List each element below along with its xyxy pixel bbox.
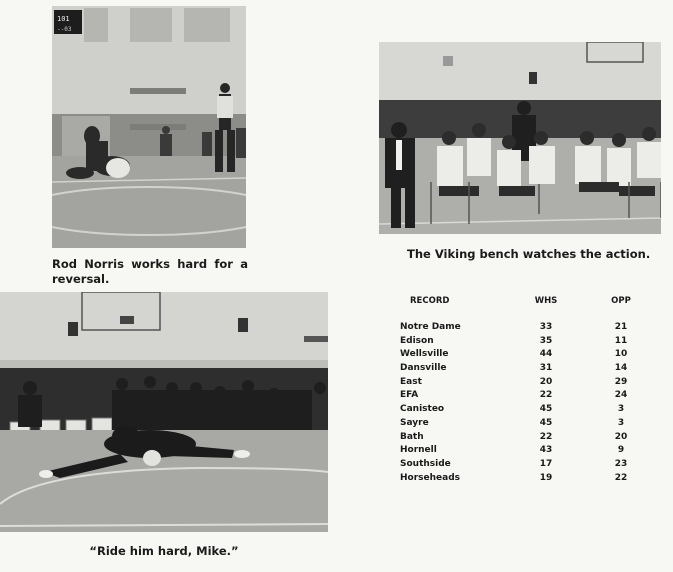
caption-wrestling-reversal: Rod Norris works hard for a reversal. bbox=[52, 257, 248, 286]
record-opp: 29 bbox=[614, 376, 628, 387]
scoreboard-score: 101 bbox=[57, 15, 70, 23]
record-whs: 22 bbox=[539, 390, 553, 401]
photo-wrestling-reversal bbox=[52, 6, 246, 248]
record-row bbox=[400, 418, 650, 432]
record-team: Horseheads bbox=[400, 472, 460, 483]
record-whs: 45 bbox=[539, 404, 553, 415]
caption-viking-bench: The Viking bench watches the action. bbox=[407, 247, 651, 261]
record-team: Wellsville bbox=[400, 349, 449, 360]
record-row bbox=[400, 390, 650, 404]
record-whs: 43 bbox=[539, 445, 553, 456]
record-team: East bbox=[400, 376, 422, 387]
record-header-row bbox=[400, 296, 650, 322]
record-row bbox=[400, 349, 650, 363]
record-opp: 9 bbox=[617, 445, 625, 456]
record-row bbox=[400, 404, 650, 418]
record-whs: 31 bbox=[539, 363, 553, 374]
record-team: EFA bbox=[400, 390, 419, 401]
record-opp: 14 bbox=[614, 363, 628, 374]
record-team: Dansville bbox=[400, 363, 447, 374]
record-row bbox=[400, 322, 650, 336]
record-header-opp: OPP bbox=[611, 296, 631, 306]
record-whs: 17 bbox=[539, 458, 553, 469]
record-opp: 22 bbox=[614, 472, 628, 483]
record-whs: 19 bbox=[539, 472, 553, 483]
season-record-table bbox=[400, 296, 650, 486]
record-opp: 3 bbox=[617, 417, 625, 428]
caption-ride-him-hard: “Ride him hard, Mike.” bbox=[89, 544, 239, 558]
record-opp: 24 bbox=[614, 390, 628, 401]
record-whs: 35 bbox=[539, 335, 553, 346]
record-team: Bath bbox=[400, 431, 424, 442]
record-team: Edison bbox=[400, 335, 434, 346]
record-row bbox=[400, 459, 650, 473]
photo-ride-him-hard bbox=[0, 292, 328, 532]
record-whs: 33 bbox=[539, 322, 553, 332]
record-row bbox=[400, 363, 650, 377]
record-team: Hornell bbox=[400, 445, 437, 456]
record-row bbox=[400, 445, 650, 459]
record-opp: 23 bbox=[614, 458, 628, 469]
photo-viking-bench bbox=[379, 42, 661, 234]
record-header-whs: WHS bbox=[534, 296, 558, 306]
record-row bbox=[400, 336, 650, 350]
record-team: Canisteo bbox=[400, 404, 445, 415]
scoreboard-time: --03 bbox=[57, 26, 72, 33]
record-whs: 20 bbox=[539, 376, 553, 387]
record-whs: 44 bbox=[539, 349, 553, 360]
record-row bbox=[400, 377, 650, 391]
record-rows bbox=[400, 322, 650, 486]
record-team: Sayre bbox=[400, 417, 429, 428]
record-opp: 20 bbox=[614, 431, 628, 442]
record-team: Notre Dame bbox=[400, 322, 461, 332]
record-row bbox=[400, 473, 650, 487]
record-opp: 3 bbox=[617, 404, 625, 415]
record-whs: 45 bbox=[539, 417, 553, 428]
scoreboard bbox=[54, 10, 82, 34]
record-header-team: RECORD bbox=[410, 296, 450, 306]
record-opp: 21 bbox=[614, 322, 628, 332]
record-opp: 10 bbox=[614, 349, 628, 360]
record-opp: 11 bbox=[614, 335, 628, 346]
record-whs: 22 bbox=[539, 431, 553, 442]
record-row bbox=[400, 432, 650, 446]
record-team: Southside bbox=[400, 458, 451, 469]
